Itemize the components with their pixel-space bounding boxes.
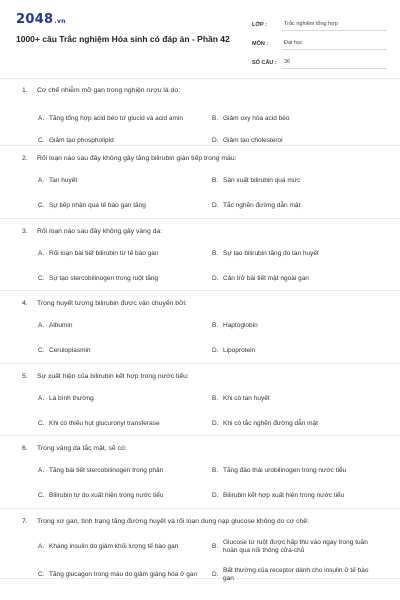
answer-option[interactable] [212,248,386,261]
question-text: Cơ chế nhiễm mỡ gan trong nghiện rượu là do: [37,87,180,94]
answer-option[interactable] [212,320,386,333]
question-item [0,78,400,146]
answer-option[interactable] [212,536,386,558]
option-text: Albumin [49,322,73,330]
question-item [0,436,400,509]
option-text: Tăng đào thải urobilinogen trong nước tiểu [223,467,347,475]
option-text: Tăng glucagon trong máu do giảm giáng hóa ở gan [49,570,198,578]
option-letter: C. [38,570,45,578]
option-text: Ceruloplasmin [49,347,91,355]
answer-option[interactable] [38,248,212,261]
option-text: Giảm oxy hóa acid béo [223,114,290,122]
meta-row [252,31,387,50]
option-text: Là bình thường [49,395,94,403]
option-letter: A. [38,177,45,185]
option-text: Sản xuất bilirubin quá mức [223,177,301,185]
answer-option[interactable] [38,109,212,129]
option-letter: D. [212,137,219,145]
question-number: 4. [22,300,28,307]
option-letter: A. [38,467,45,475]
question-list [0,78,400,582]
option-letter: B. [212,177,219,185]
option-letter: B. [212,467,219,475]
answer-option[interactable] [38,393,212,406]
question-text: Sự xuất hiện của bilirubin kết hợp trong nước tiểu: [37,373,189,380]
option-text: Tăng bài tiết stercobilinogen trong phân [49,467,164,475]
question-text: Trong vàng da tắc mật, sẽ có: [37,445,127,452]
option-text: Giảm tạo phospholipid [49,137,114,145]
page-title: 1000+ câu Trắc nghiệm Hóa sinh có đáp án - Phần 42 [16,34,230,44]
option-letter: C. [38,137,45,145]
meta-label: LỚP : [252,22,267,28]
answer-option[interactable] [38,200,212,213]
answer-option[interactable] [38,490,212,503]
question-item [0,146,400,219]
question-stem [0,509,400,526]
option-text: Kháng insulin do giảm khối lượng tế bào gan [49,542,179,550]
answer-options [0,236,400,286]
question-number: 5. [22,373,28,380]
option-letter: D. [212,420,219,428]
option-letter: C. [38,202,45,210]
question-stem [0,364,400,381]
question-number: 2. [22,155,28,162]
answer-option[interactable] [38,465,212,478]
option-letter: B. [212,395,219,403]
answer-options [0,163,400,213]
option-letter: B. [212,114,219,122]
answer-options [0,308,400,358]
option-text: Sự tạo bilirubin tăng do tan huyết [223,250,319,258]
meta-info [252,12,387,69]
option-letter: A. [38,322,45,330]
question-item [0,364,400,436]
option-letter: D. [212,570,219,578]
meta-value: 36 [282,59,387,69]
option-text: Giảm tạo cholesterol [223,137,283,145]
answer-options [0,453,400,503]
option-letter: D. [212,492,219,500]
question-number: 1. [22,87,28,94]
answer-option[interactable] [212,273,386,286]
option-text: Bất thường của receptor dành cho insulin ở tế bào gan [223,566,369,582]
question-stem [0,436,400,453]
option-text: Cản trở bài tiết mật ngoài gan [223,275,309,283]
option-letter: A. [38,114,45,122]
answer-option[interactable] [38,418,212,431]
option-letter: B. [212,250,219,258]
answer-option[interactable] [212,490,386,503]
question-stem [0,146,400,163]
answer-options [0,526,400,586]
option-text: Bilirubin kết hợp xuất hiện trong nước tiểu [223,492,345,500]
answer-option[interactable] [212,465,386,478]
option-text: Sự tạo stercobilinogen trong ruột tăng [49,275,159,283]
answer-option[interactable] [212,135,386,148]
option-text: Khi có tan huyết [223,395,270,403]
option-letter: C. [38,347,45,355]
answer-option[interactable] [212,109,386,129]
question-item [0,509,400,582]
answer-option[interactable] [38,536,212,558]
question-text: Rối loạn nào sau đây không gây tăng bilirubin gián tiếp trong máu: [37,155,237,162]
option-text: Tan huyết [49,177,78,185]
option-letter: C. [38,420,45,428]
answer-option[interactable] [38,320,212,333]
question-stem [0,78,400,95]
option-text: Lipoprotein [223,347,256,355]
option-text: Bilirubin tự do xuất hiện trong nước tiểu [49,492,164,500]
question-stem [0,219,400,236]
question-item [0,219,400,291]
question-text: Trong huyết tương bilirubin được vận chuyển bởi: [37,300,187,307]
question-number: 7. [22,518,28,525]
option-letter: A. [38,250,45,258]
meta-row [252,12,387,31]
option-text: Khi có thiếu hụt glucuronyl transferase [49,420,160,428]
question-number: 6. [22,445,28,452]
answer-option[interactable] [212,175,386,188]
option-letter: D. [212,347,219,355]
option-letter: B. [212,322,219,330]
answer-option[interactable] [212,345,386,358]
option-text: Sự tiếp nhận qua tế bào gan tăng [49,202,146,210]
answer-option[interactable] [38,564,212,586]
answer-option[interactable] [38,175,212,188]
meta-row [252,50,387,69]
meta-label: SỐ CÂU : [252,60,277,66]
answer-option[interactable] [38,135,212,148]
option-letter: B. [212,542,219,550]
question-text: Rối loạn nào sau đây không gây vàng da: [37,228,163,235]
question-item [0,291,400,364]
option-letter: A. [38,542,45,550]
option-letter: C. [38,492,45,500]
meta-value: Trắc nghiệm tổng hợp [282,21,387,31]
meta-value: Đại học [282,40,387,50]
question-number: 3. [22,228,28,235]
page-header [0,0,400,79]
answer-option[interactable] [212,564,386,586]
option-letter: D. [212,202,219,210]
answer-options [0,381,400,431]
answer-option[interactable] [38,273,212,286]
answer-options [0,95,400,148]
option-letter: D. [212,275,219,283]
option-text: Tăng tổng hợp acid béo từ glucid và acid amin [49,114,183,122]
option-text: Haptoglobin [223,322,258,330]
option-letter: A. [38,395,45,403]
answer-option[interactable] [212,418,386,431]
option-text: Glucose từ ruột được hấp thu vào ngay trong tuần hoàn qua nối thông cửa-chủ [223,538,368,554]
site-logo[interactable]: 2048.vn [16,12,66,27]
answer-option[interactable] [38,345,212,358]
option-text: Rối loạn bài tiết bilirubin từ tế bào gan [49,250,159,258]
question-text: Trong xơ gan, tình trạng tăng đường huyết và rối loạn dung nạp glucose không do cơ chế: [37,518,309,525]
answer-option[interactable] [212,200,386,213]
question-stem [0,291,400,308]
option-letter: C. [38,275,45,283]
meta-label: MÔN : [252,41,269,47]
option-text: Khi có tắc nghẽn đường dẫn mật [223,420,318,428]
answer-option[interactable] [212,393,386,406]
option-text: Tắc nghẽn đường dẫn mật [223,202,301,210]
